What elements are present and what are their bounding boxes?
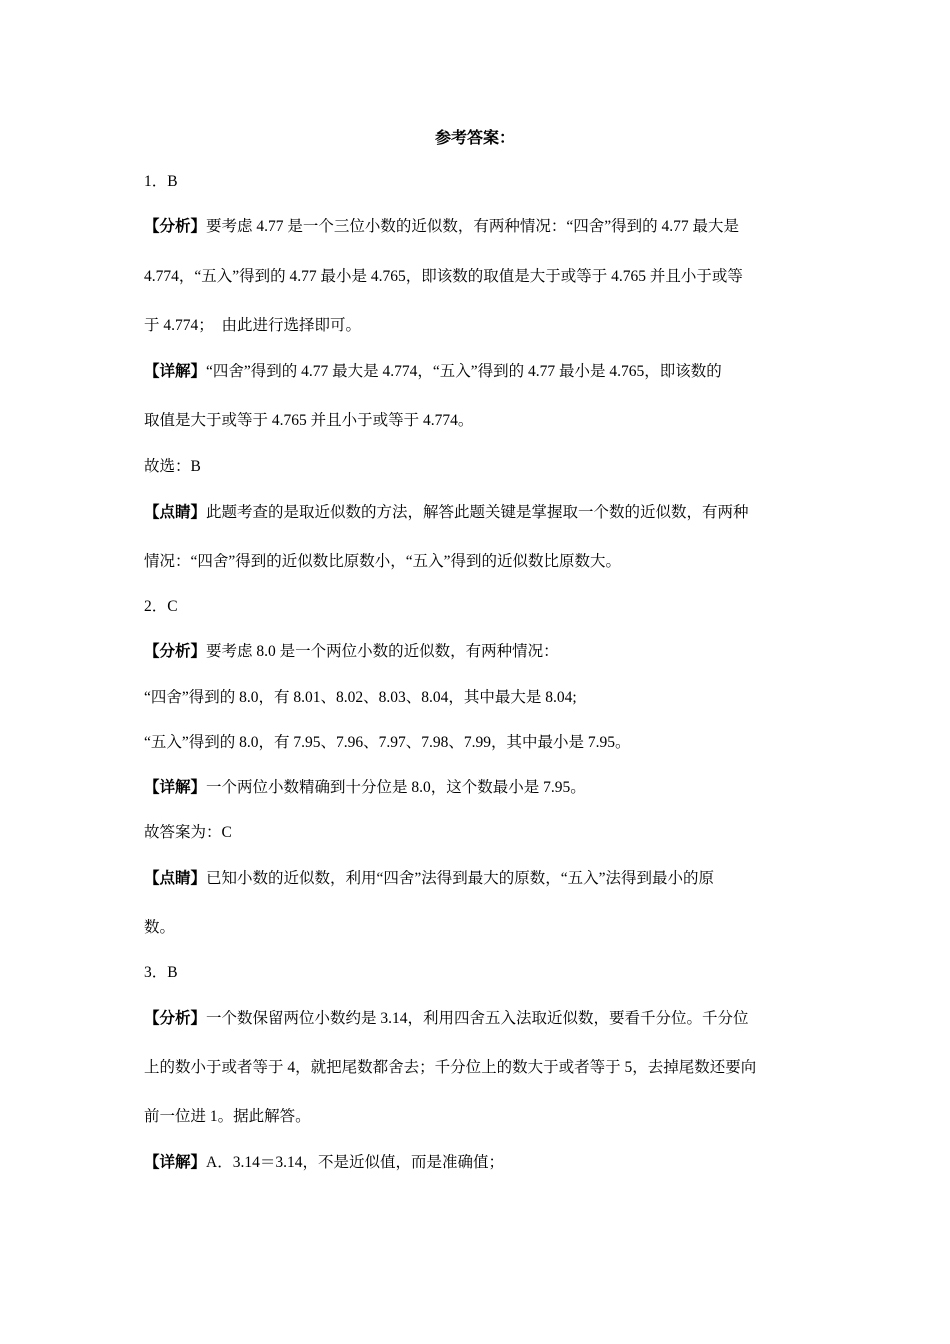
section-tag: 【详解】 (144, 779, 207, 796)
line-text: 3．B (144, 964, 178, 981)
line-text: 取值是大于或等于 4.765 并且小于或等于 4.774。 (144, 412, 474, 429)
text-line (144, 552, 621, 572)
answer-choice-line (144, 823, 232, 843)
section-tag: 【分析】 (144, 218, 207, 235)
text-line (144, 411, 473, 431)
line-text: 2．C (144, 598, 178, 615)
line-text: “四舍”得到的 8.0，有 8.01、8.02、8.03、8.04，其中最大是 8.04; (144, 689, 577, 706)
answer-number-3 (144, 963, 178, 983)
comment-line (144, 503, 749, 523)
line-text: 情况：“四舍”得到的近似数比原数小，“五入”得到的近似数比原数大。 (144, 553, 622, 570)
section-tag: 【点睛】 (144, 504, 207, 521)
answer-choice-line (144, 457, 201, 477)
section-tag: 【详解】 (144, 363, 207, 380)
line-text: “四舍”得到的 4.77 最大是 4.774，“五入”得到的 4.77 最小是 4.765，即该数的 (206, 363, 722, 380)
answer-number-1 (144, 172, 178, 192)
page-title: 参考答案： (434, 130, 515, 147)
analysis-line (144, 642, 559, 662)
line-text: 故答案为：C (144, 824, 232, 841)
text-line (144, 1058, 756, 1078)
section-tag: 【分析】 (144, 643, 207, 660)
section-tag: 【分析】 (144, 1010, 207, 1027)
line-text: 数。 (144, 919, 176, 936)
detail-line (144, 362, 722, 382)
line-text: “五入”得到的 8.0，有 7.95、7.96、7.97、7.98、7.99，其中最小是 7.95。 (144, 734, 631, 751)
line-text: 1．B (144, 173, 178, 190)
analysis-line (144, 217, 739, 237)
text-line (144, 733, 631, 753)
answer-number-2 (144, 597, 178, 617)
line-text: 上的数小于或者等于 4，就把尾数都舍去；千分位上的数大于或者等于 5，去掉尾数还要向 (144, 1059, 757, 1076)
line-text: 要考虑 8.0 是一个两位小数的近似数，有两种情况： (206, 643, 559, 660)
analysis-line (144, 1009, 749, 1029)
text-line (144, 1107, 311, 1127)
text-line (144, 267, 743, 287)
section-tag: 【点睛】 (144, 870, 207, 887)
comment-line (144, 869, 714, 889)
line-text: 于 4.774； 由此进行选择即可。 (144, 317, 362, 334)
line-text: 一个两位小数精确到十分位是 8.0，这个数最小是 7.95。 (206, 779, 586, 796)
line-text: 4.774，“五入”得到的 4.77 最小是 4.765，即该数的取值是大于或等于 4.765 并且小于或等 (144, 268, 743, 285)
line-text: A．3.14＝3.14，不是近似值，而是准确值； (206, 1154, 504, 1171)
section-tag: 【详解】 (144, 1154, 207, 1171)
text-line (144, 918, 175, 938)
detail-line (144, 1153, 504, 1173)
line-text: 一个数保留两位小数约是 3.14，利用四舍五入法取近似数，要看千分位。千分位 (206, 1010, 749, 1027)
line-text: 故选：B (144, 458, 201, 475)
line-text: 要考虑 4.77 是一个三位小数的近似数，有两种情况：“四舍”得到的 4.77 最大是 (206, 218, 740, 235)
line-text: 此题考查的是取近似数的方法，解答此题关键是掌握取一个数的近似数，有两种 (206, 504, 749, 521)
line-text: 已知小数的近似数，利用“四舍”法得到最大的原数，“五入”法得到最小的原 (206, 870, 715, 887)
line-text: 前一位进 1。据此解答。 (144, 1108, 311, 1125)
detail-line (144, 778, 586, 798)
text-line (144, 316, 361, 336)
text-line (144, 688, 577, 708)
